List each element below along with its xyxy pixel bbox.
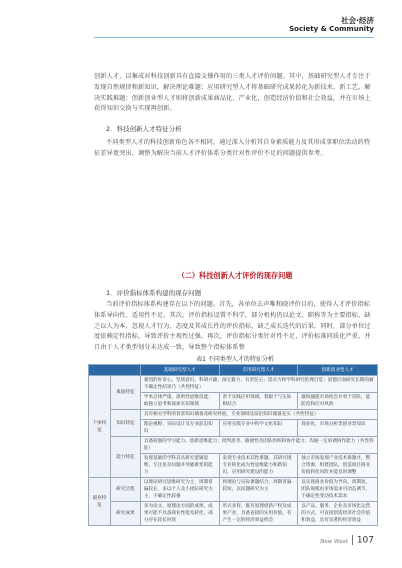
header-cell-blank [89,365,141,376]
cell: 将理论与实际课题结合，周期普遍较短，以问题研究为主 [219,478,298,502]
header-cell-entrepreneur: 创新创业型人才 [298,365,378,376]
cell: 理论视野、实际设计及专业前沿知识 [140,420,219,437]
section-title: （二）科技创新人才评价的现存问题 [177,271,293,280]
page-header [289,16,374,34]
row-label-knowledge: 知识特征 [110,410,140,437]
para-3-block [94,300,376,354]
intro-paragraph: 创新人才，以集成对科技创新具有直接支撑作用的三类人才评价问题。其中，基础研究型人才专注于发现自然规律和新知识，解决理论难题；应用研究型人才将基础研究成果转化为新技术、新工艺，解决实践难题；创新创业型人才则将创新成果商品化、产业化，创造经济价值和社会效益，并在市场上获得知识交换与实现再创新。 [94,73,371,113]
left-margin [0,0,48,568]
cell: 学术自律严谨，准则性思维技能；敢独立思考和探索未知领域 [140,393,219,410]
paragraph-2: 不同类型人才的科技创新角色各不相同，通过深入分析其自身素质能力及其形成事职位活动的特征差异更突出，调整为解决当前人才评价体系分类针对性评价不足的问题提供参考。 [94,139,371,157]
subsection-heading-1: 1．评价指标体系构建的现存问题 [106,289,202,297]
header-category-cn: 社会·经济 [341,16,374,25]
group-label-position: 职业特征 [89,478,111,526]
cell: 发现基础的学科其具研究逻辑思维，专注复杂问题并突破难变的能力 [140,454,219,478]
span-cell-ability: 具备较强的学习能力、创新思维能力；批判思考、敏捷性及团队组织和协作能力；沟通一定协调协作能力（共性特征） [140,437,377,454]
table-header-row [89,365,378,376]
span-cell-knowledge: 具有相关学科的背景知识储备及研究经验，专业领域及前沿知识储备充实（共性特征） [140,410,377,420]
page-footer [320,535,374,546]
subsection-1 [94,288,376,299]
footer-brand: New West [320,538,348,545]
table-row [89,478,378,502]
cell: 以产品、服务、企业及市场化运营的方式、可直接创造经济社会价值和效益，具有显著的经济效益 [298,502,378,526]
header-cell-applied: 应用研究型人才 [219,365,298,376]
footer-divider [352,535,353,545]
table-caption: 表1 不同类型人才的特征分析 [196,356,274,363]
table-row [89,376,378,393]
group-label-individual: 个体特征 [89,376,111,478]
row-label-quality: 素质特征 [110,376,140,410]
table-row [89,437,378,454]
characteristics-table [88,364,378,526]
header-category-en: Society & Community [289,25,374,33]
cell: 形式多样，既有原理创新产权及成果产业，具备直接的实用价值，有产生一定的经济效益机会 [219,502,298,526]
span-cell-quality: 强烈的好奇心、坚韧意识、科研兴趣；淘宝毅力、有责任心；适应力和学科研究伦理自觉；道德层面研究长期的耐不确定性结果乃（共性特征） [140,376,377,393]
cell: 以理论研究思维研究为主，周期普遍较长，多以个人及小团队研究为主，不确定性较强 [140,478,219,502]
page-number: 107 [356,535,374,546]
cell: 发现专业技术其性难题、其研究现专业转化成为性思维能力和新知识，应用研究建设的能力 [219,454,298,478]
cell: 以实现商业价值为导向，周期短，团队规模由市场需求可动态调节，不确定性变动技术需求 [298,478,378,502]
table-row [89,410,378,420]
paragraph-3: 当前评价指标体系构建存在以下的问题。首先，各单位去声唯和晓评价目的，使得人才评价指标体系导向性、适用性不足。其次，评价指标设置不科学，部分机构仍以论文、职称等为主要指标，缺乏以人为本，忽视人才行为、态度及其成长性的评价指标，缺乏成长迭代的后果。同时，部分单位过度依赖定性指标，导致评价主观性过强。再次，评价指标分类针对性不足，评价标准同质化严重，并且由于人才类型划分未达成一致，导致整个指标体系整 [94,301,371,352]
row-label-process: 研究过程 [110,478,140,502]
row-label-outcome: 研究成果 [110,502,140,526]
intro-block [94,72,376,115]
cell: 多为论文、原理论方面的成果，成果可能不具备商业性能及转化，部分存在较长时效 [140,502,219,526]
para-2-block [94,138,376,160]
subsection-2 [94,124,376,135]
row-label-ability: 能力特征 [110,437,140,478]
cell: 善于实践应用领域，着眼于与实际相结合 [219,393,298,410]
table-row [89,502,378,526]
header-cell-basic: 基础研究型人才 [140,365,219,376]
header-rule [94,37,374,38]
subsection-heading-2: 2．科技创新人才特征分析 [106,125,182,133]
cell: 独立市场发现产业技术难题并，整合资源，组建团队，创造项目商业价值转化风险并能及时调整 [298,454,378,478]
cell: 敏锐捕捉市场机会并勇于冒险，能防范和应对风险 [298,393,378,410]
cell: 商业化、市场分析类创业类知识 [298,420,378,437]
cell: 应用实践专业中科学文化知识 [219,420,298,437]
